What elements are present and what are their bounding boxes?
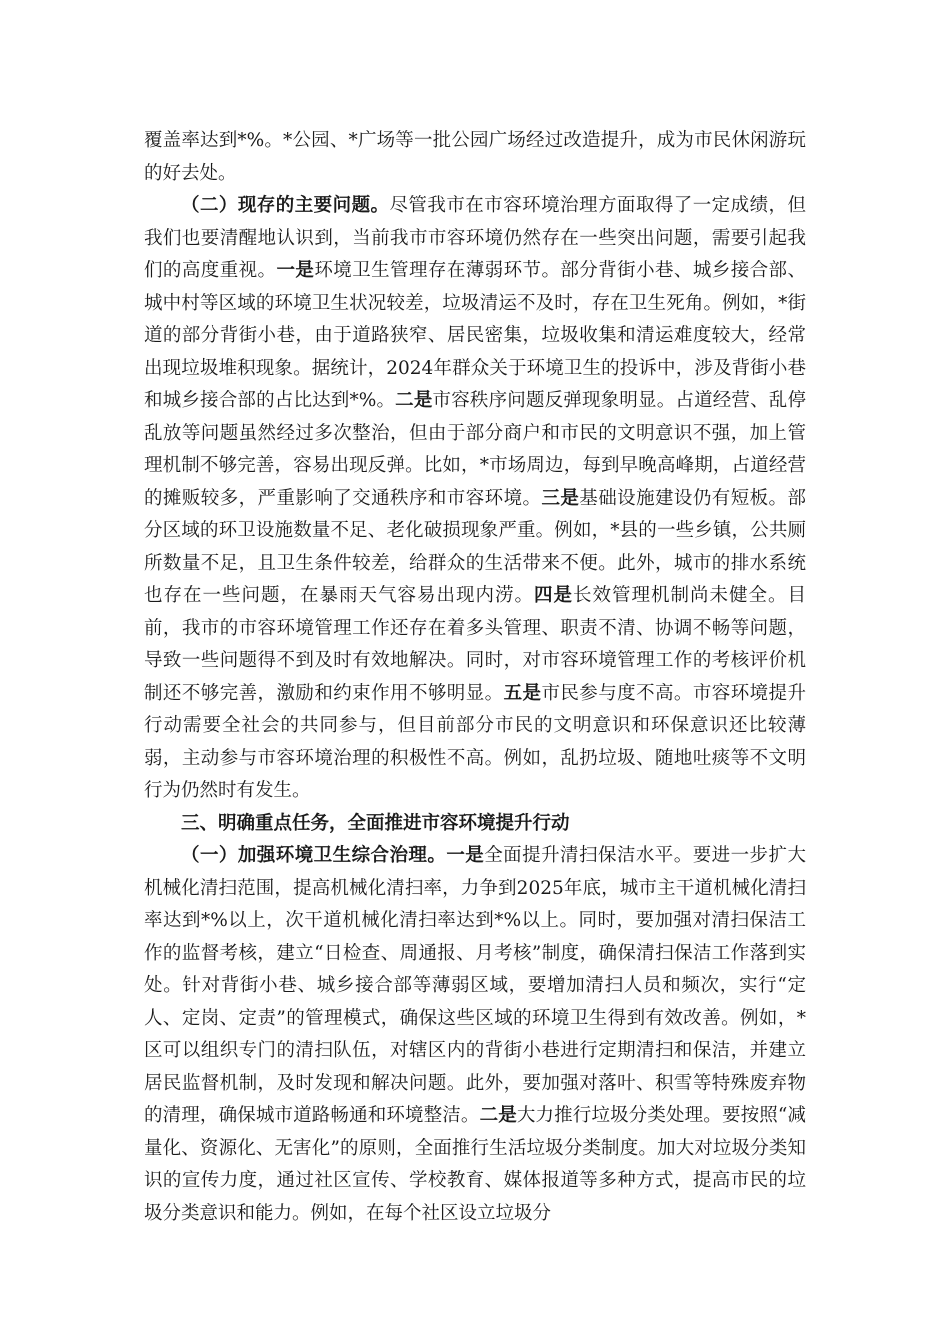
- text-segment: 全面提升清扫保洁水平。要进一步扩大机械化清扫范围，提高机械化清扫率，力争到2025年底，城市主干道机械化清扫率达到*%以上，次干道机械化清扫率达到*%以上。同时，要加强对清扫保洁工作的监督考核，建立“日检查、周通报、月考核”制度，确保清扫保洁工作落到实处。针对背街小巷、城乡接合部等薄弱区域，要增加清扫人员和频次，实行“定人、定岗、定责”的管理模式，确保这些区域的环境卫生得到有效改善。例如，*区可以组织专门的清扫队伍，对辖区内的背街小巷进行定期清扫和保洁，并建立居民监督机制，及时发现和解决问题。此外，要加强对落叶、积雪等特殊废弃物的清理，确保城市道路畅通和环境整洁。: [144, 845, 806, 1126]
- keyword-third: 三是: [541, 487, 580, 509]
- paragraph-sanitation-governance: [144, 840, 806, 1230]
- subheading-existing-problems: （二）现存的主要问题。: [181, 195, 390, 216]
- subheading-sanitation-governance: （一）加强环境卫生综合治理。: [181, 845, 447, 866]
- text-segment: 尽管我市在市容环境治理方面取得了一定成绩，但我们也要清醒地认识到，当前我市市容环境仍然存在一些突出问题，需要引起我们的高度重视。: [144, 195, 806, 281]
- paragraph-existing-problems: [144, 190, 806, 808]
- keyword-second: 二是: [395, 390, 433, 411]
- document-body: [144, 125, 806, 1230]
- text-segment: 大力推行垃圾分类处理。要按照“减量化、资源化、无害化”的原则，全面推行生活垃圾分类制度。加大对垃圾分类知识的宣传力度，通过社区宣传、学校教育、媒体报道等多种方式，提高市民的垃圾分类意识和能力。例如，在每个社区设立垃圾分: [144, 1105, 806, 1224]
- text-segment: 环境卫生管理存在薄弱环节。部分背街小巷、城乡接合部、城中村等区域的环境卫生状况较差，垃圾清运不及时，存在卫生死角。例如，*街道的部分背街小巷，由于道路狭窄、居民密集，垃圾收集和清运难度较大，经常出现垃圾堆积现象。据统计，2024年群众关于环境卫生的投诉中，涉及背街小巷和城乡接合部的占比达到*%。: [144, 260, 806, 411]
- keyword-second: 二是: [479, 1105, 517, 1126]
- text-segment: 基础设施建设仍有短板。部分区域的环卫设施数量不足、老化破损现象严重。例如，*县的一些乡镇，公共厕所数量不足，且卫生条件较差，给群众的生活带来不便。此外，城市的排水系统也存在一些问题，在暴雨天气容易出现内涝。: [144, 487, 806, 606]
- text-segment: 市容秩序问题反弹现象明显。占道经营、乱停乱放等问题虽然经过多次整治，但由于部分商户和市民的文明意识不强，加上管理机制不够完善，容易出现反弹。比如，*市场周边，每到早晚高峰期，占道经营的摊贩较多，严重影响了交通秩序和市容环境。: [144, 390, 806, 509]
- keyword-fifth: 五是: [503, 682, 542, 704]
- paragraph-greening-summary: 覆盖率达到*%。*公园、*广场等一批公园广场经过改造提升，成为市民休闲游玩的好去处。: [144, 130, 806, 184]
- section-heading-key-tasks: 三、明确重点任务，全面推进市容环境提升行动: [181, 812, 570, 834]
- text-segment: 市民参与度不高。市容环境提升行动需要全社会的共同参与，但目前部分市民的文明意识和环保意识还比较薄弱，主动参与市容环境治理的积极性不高。例如，乱扔垃圾、随地吐痰等不文明行为仍然时有发生。: [144, 682, 806, 801]
- keyword-first: 一是: [446, 845, 485, 866]
- keyword-fourth: 四是: [533, 585, 573, 606]
- text-segment: 长效管理机制尚未健全。目前，我市的市容环境管理工作还存在着多头管理、职责不清、协调不畅等问题，导致一些问题得不到及时有效地解决。同时，对市容环境管理工作的考核评价机制还不够完善，激励和约束作用不够明显。: [144, 585, 806, 704]
- keyword-first: 一是: [276, 260, 315, 281]
